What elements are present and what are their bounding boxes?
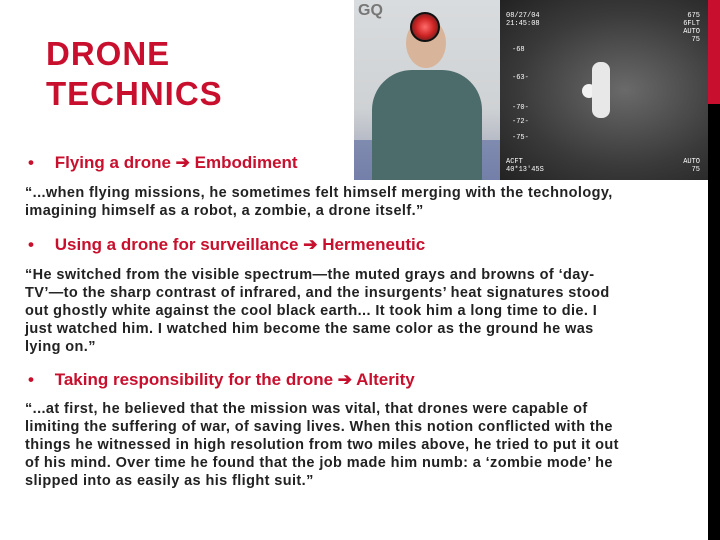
bullet-dot: •: [28, 235, 34, 254]
feed-heat-signature: [592, 62, 610, 118]
bullet-heading-embodiment: [28, 153, 298, 173]
quote-alterity: “...at first, he believed that the mission was vital, that drones were capable of limiting the suffering of war, of saving lives. When this notion conflicted with the things he witnessed in high resolution from two miles above, he tried to put it out of his mind. Over time he found that the job made him numb: a ‘zombie mode’ he slipped into as easily as his flight suit.”: [25, 401, 619, 489]
bullet-dot: •: [28, 153, 34, 172]
slide-title: [46, 34, 346, 114]
feed-scale-mark: -70-: [512, 104, 529, 112]
photo-red-lens: [410, 12, 440, 42]
quote-embodiment: “...when flying missions, he sometimes felt himself merging with the technology, imagining himself as a robot, a zombie, a drone itself.”: [25, 185, 613, 219]
feed-hud-bottom-left: ACFT 40*13'45S: [506, 158, 544, 174]
photo-flight-suit: [372, 70, 482, 180]
feed-scale-mark: -72-: [512, 118, 529, 126]
feed-hud-bottom-right: AUTO 75: [683, 158, 700, 174]
feed-hud-top-right: 675 6FLT AUTO 75: [683, 12, 700, 44]
arrow-icon: ➔: [175, 153, 190, 172]
heading-right: Embodiment: [194, 153, 298, 172]
feed-scale-mark: -75-: [512, 134, 529, 142]
feed-scale-mark: -63-: [512, 74, 529, 82]
bullet-heading-alterity: [28, 370, 415, 390]
arrow-icon: ➔: [337, 370, 353, 389]
accent-bar: [708, 0, 720, 104]
bullet-heading-hermeneutic: [28, 235, 425, 255]
infrared-drone-feed: [500, 0, 708, 180]
heading-left: Using a drone for surveillance: [54, 235, 299, 254]
feed-hud-top-left: 08/27/04 21:45:08: [506, 12, 540, 28]
bullet-dot: •: [28, 370, 34, 389]
title-line-1: DRONE: [46, 35, 171, 72]
quote-hermeneutic: “He switched from the visible spectrum—the muted grays and browns of ‘day-TV’—to the sharp contrast of infrared, and the insurgents’ heat signatures stood out ghostly white against the cool black earth... It took him a long time to die. I just watched him. I watched him become the same color as the ground he was lying on.”: [25, 267, 610, 355]
title-line-2: TECHNICS: [46, 75, 223, 112]
gq-logo: GQ: [358, 2, 383, 19]
heading-left: Flying a drone: [54, 153, 171, 172]
pilot-photo: [354, 0, 500, 180]
arrow-icon: ➔: [303, 235, 318, 254]
heading-right: Hermeneutic: [322, 235, 426, 254]
decorative-side-bar: [708, 0, 720, 540]
feed-scale-mark: -68: [512, 46, 525, 54]
heading-right: Alterity: [356, 370, 415, 389]
heading-left: Taking responsibility for the drone: [54, 370, 334, 389]
